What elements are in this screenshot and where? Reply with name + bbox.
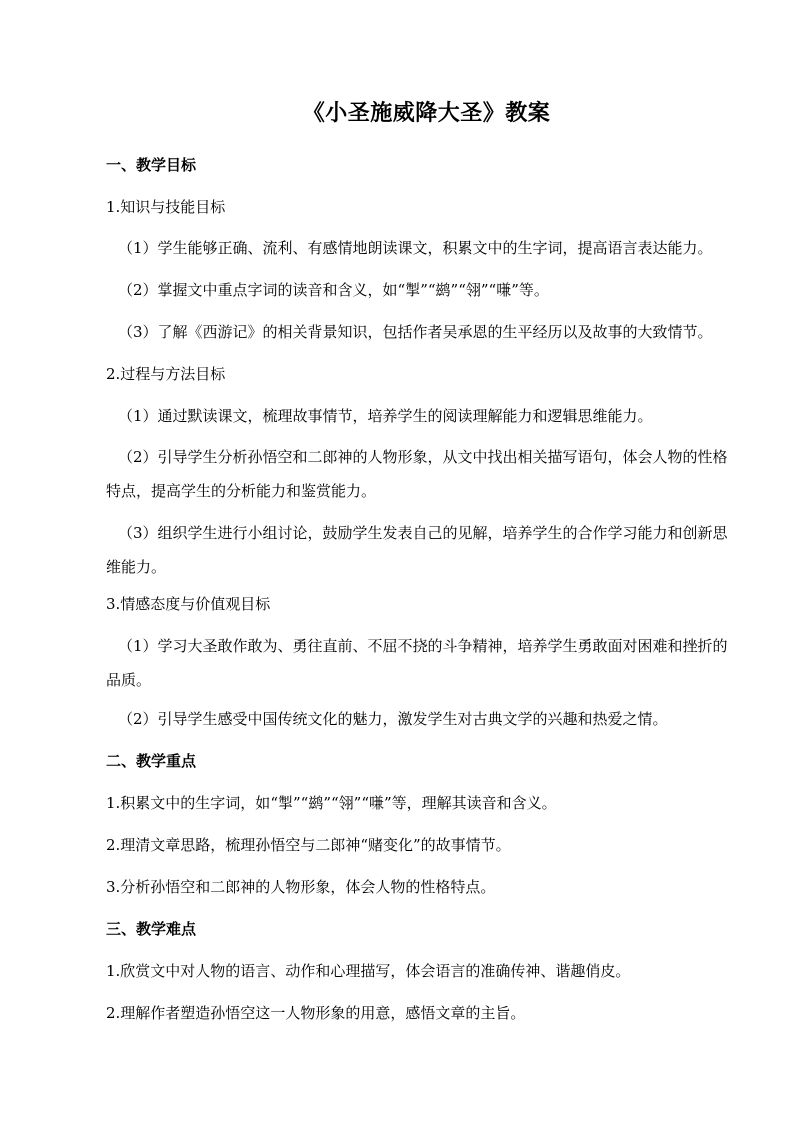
section-heading-difficulties: 三、教学难点 — [106, 920, 197, 938]
key-point-2: 2.理清文章思路，梳理孙悟空与二郎神“赌变化”的故事情节。 — [106, 836, 511, 854]
goal-1-item-3: （3）了解《西游记》的相关背景知识，包括作者吴承恩的生平经历以及故事的大致情节。 — [118, 323, 713, 341]
goal-3-item-2: （2）引导学生感受中国传统文化的魅力，激发学生对古典文学的兴趣和热爱之情。 — [118, 710, 668, 728]
subheading-values: 3.情感态度与价值观目标 — [106, 595, 271, 613]
subheading-process-methods: 2.过程与方法目标 — [106, 365, 226, 383]
key-point-3: 3.分析孙悟空和二郎神的人物形象，体会人物的性格特点。 — [106, 878, 496, 896]
difficult-point-2: 2.理解作者塑造孙悟空这一人物形象的用意，感悟文章的主旨。 — [106, 1004, 526, 1022]
difficult-point-1: 1.欣赏文中对人物的语言、动作和心理描写，体会语言的准确传神、谐趣俏皮。 — [106, 962, 631, 980]
goal-2-item-1: （1）通过默读课文，梳理故事情节，培养学生的阅读理解能力和逻辑思维能力。 — [118, 407, 653, 425]
subheading-knowledge-skills: 1.知识与技能目标 — [106, 198, 226, 216]
goal-2-item-2: （2）引导学生分析孙悟空和二郎神的人物形象，从文中找出相关描写语句，体会人物的性格特点，提高学生的分析能力和鉴赏能力。 — [106, 448, 728, 500]
goal-1-item-1: （1）学生能够正确、流利、有感情地朗读课文，积累文中的生字词，提高语言表达能力。 — [118, 239, 713, 257]
key-point-1: 1.积累文中的生字词，如“掣”“鹚”“翎”“嗛”等，理解其读音和含义。 — [106, 794, 557, 812]
goal-1-item-2: （2）掌握文中重点字词的读音和含义，如“掣”“鹚”“翎”“嗛”等。 — [118, 281, 549, 299]
section-heading-objectives: 一、教学目标 — [106, 156, 197, 174]
goal-3-item-1: （1）学习大圣敢作敢为、勇往直前、不屈不挠的斗争精神，培养学生勇敢面对困难和挫折的品质。 — [106, 637, 728, 689]
goal-2-item-3: （3）组织学生进行小组讨论，鼓励学生发表自己的见解，培养学生的合作学习能力和创新思维能力。 — [106, 524, 728, 576]
document-title: 《小圣施威降大圣》教案 — [302, 100, 551, 126]
section-heading-key-points: 二、教学重点 — [106, 752, 197, 770]
